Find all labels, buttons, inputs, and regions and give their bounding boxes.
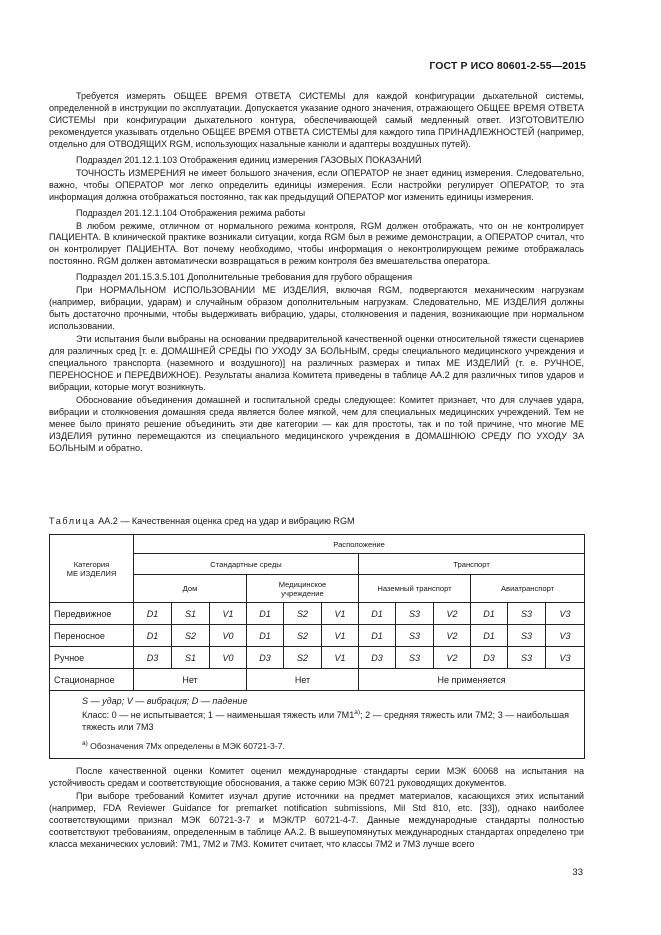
table-cell: S3 (508, 625, 546, 647)
table-cell: Не применяется (359, 669, 585, 691)
subsection-heading: Подраздел 201.15.3.5.101 Дополнительные требования для грубого обращения (76, 272, 413, 283)
table-cell: V2 (434, 647, 471, 669)
table-cell: S3 (508, 603, 546, 625)
table-cell: S3 (508, 647, 546, 669)
body-text-bottom (49, 766, 584, 852)
header-transport: Транспорт (359, 554, 585, 575)
table-cell: D3 (471, 647, 508, 669)
table-cell: S3 (396, 647, 434, 669)
header-ground-transport: Наземный транспорт (359, 575, 471, 603)
row-label: Переносное (50, 625, 134, 647)
note-classes-text-b: ; 2 — средняя тяжесть или 7М2; 3 — наибольшая тяжесть или 7М3 (82, 710, 570, 733)
row-label: Ручное (50, 647, 134, 669)
table-cell: S2 (284, 625, 322, 647)
table-cell: V3 (546, 625, 585, 647)
table-cell: V3 (546, 647, 585, 669)
table-cell: V0 (210, 647, 247, 669)
paragraph: Требуется измерять ОБЩЕЕ ВРЕМЯ ОТВЕТА СИСТЕМЫ для каждой конфигурации дыхательной системы, определенной в инструкции по эксплуатации. Допускается указание одного значения, отражающего ОБЩЕЕ ВРЕМЯ ОТВЕТА СИСТЕМЫ при конфигурации дыхательного контура, обеспечивающей самый медленный ответ. ИЗГОТОВИТЕЛЮ рекомендуется указывать отдельно ОБЩЕЕ ВРЕМЯ ОТВЕТА СИСТЕМЫ для каждого типа ПРИНАДЛЕЖНОСТЕЙ (например, отдельно для ОТВОДЯЩИХ RGM, использующих назальные канюли и адаптеры воздушных путей). (49, 91, 584, 149)
body-text-top (49, 91, 584, 456)
table-row (50, 669, 585, 691)
document-header: ГОСТ Р ИСО 80601-2-55—2015 (429, 60, 586, 72)
page-number: 33 (572, 867, 583, 878)
table-notes (50, 691, 585, 759)
table-cell: D3 (359, 647, 396, 669)
header-standard-env: Стандартные среды (134, 554, 359, 575)
table-cell: V1 (322, 647, 359, 669)
table-cell: D1 (134, 603, 172, 625)
paragraph: В любом режиме, отличном от нормального режима контроля, RGM должен отображать, что он не контролирует ПАЦИЕНТА. В клинической практике возникали ситуации, когда RGM был в режиме демонстрации, а ОПЕРАТОР считал, что он контролирует ПАЦИЕНТА. Вот почему необходимо, чтобы информация о неконтролирующем режиме отображалась постоянно. RGM должен автоматически возвращаться в режим контроля без вмешательства оператора. (49, 220, 584, 267)
table-row (50, 647, 585, 669)
table-cell: V2 (434, 603, 471, 625)
subsection-heading: Подраздел 201.12.1.104 Отображения режима работы (76, 207, 306, 218)
paragraph: Обоснование объединения домашней и госпитальной среды следующее: Комитет признает, что для случаев удара, вибрации и столкновения домашняя среда является более мягкой, чем для специальных медицинских учреждений. Тем не менее было принято решение объединить эти две категории — как для простоты, так и по той причине, что многие МЕ ИЗДЕЛИЯ рутинно перемещаются из специального медицинского учреждения в ДОМАШНЮЮ СРЕДУ ПО УХОДУ ЗА БОЛЬНЫМ и обратно. (49, 394, 584, 453)
paragraph: При выборе требований Комитет изучал другие источники на предмет материалов, касающихся этих испытаний (например, FDA Reviewer Guidance for premarket notification submissions, Mil Std 810, etc. [33]), однако наиболее соответствующими признал МЭК 60721-3-7 и МЭК/ТР 60721-4-7. Данные международные стандарты полностью соответствуют требованиям, определенным в таблице АА.2. В вышеупомянутых международных стандартах определено три класса механических условий: 7М1, 7М2 и 7М3. Комитет считает, что классы 7М2 и 7М3 лучше всего (49, 790, 584, 849)
note-legend (82, 695, 584, 707)
footnote-mark: a) (82, 740, 88, 748)
table-cell: S1 (172, 647, 210, 669)
table-caption (49, 516, 355, 526)
table-cell: S3 (396, 625, 434, 647)
table-cell: D1 (134, 625, 172, 647)
table-cell: D3 (134, 647, 172, 669)
table-cell: V2 (434, 625, 471, 647)
header-home: Дом (134, 575, 247, 603)
row-label: Стационарное (50, 669, 134, 691)
table-cell: V0 (210, 625, 247, 647)
paragraph: ТОЧНОСТЬ ИЗМЕРЕНИЯ не имеет большого значения, если ОПЕРАТОР не знает единиц измерения. Следовательно, важно, чтобы ОПЕРАТОР мог легко определить единицы измерения. Если настройки регулирует ОПЕРАТОР, то эта информация должна отображаться постоянно, так как предыдущий ОПЕРАТОР мог изменить единицы измерения. (49, 167, 584, 202)
table-footnote (82, 738, 584, 752)
note-classes (82, 707, 584, 733)
row-label: Передвижное (50, 603, 134, 625)
table-cell: V1 (322, 625, 359, 647)
table-cell: Нет (134, 669, 247, 691)
table-cell: S1 (172, 603, 210, 625)
note-legend-text: S — удар; V — вибрация; D — падение (82, 696, 248, 706)
table-cell: S3 (396, 603, 434, 625)
table-caption-text: АА.2 — Качественная оценка сред на удар и вибрацию RGM (98, 516, 355, 526)
table-row (50, 625, 585, 647)
table-cell: D1 (247, 625, 284, 647)
table-cell: D1 (359, 625, 396, 647)
table-cell: S2 (284, 647, 322, 669)
table-row (50, 603, 585, 625)
table-cell: D1 (359, 603, 396, 625)
table-caption-label: Таблица (49, 516, 96, 526)
paragraph: При НОРМАЛЬНОМ ИСПОЛЬЗОВАНИИ МЕ ИЗДЕЛИЯ, включая RGM, подвергаются механическим нагрузкам (например, вибрации, ударам) и случайным образом дополнительным нагрузкам. Следовательно, МЕ ИЗДЕЛИЯ должны быть достаточно прочными, чтобы выдерживать вибрацию, удары, столкновения и падения, возникающие при нормальном использовании. (49, 285, 584, 332)
table-cell: Нет (247, 669, 359, 691)
header-air-transport: Авиатранспорт (471, 575, 585, 603)
table-cell: S2 (284, 603, 322, 625)
impact-vibration-table (49, 534, 585, 759)
note-classes-sup: a) (354, 709, 361, 716)
footnote-text: Обозначения 7Мх определены в МЭК 60721-3-7. (90, 740, 285, 751)
table-cell: D1 (471, 625, 508, 647)
table-cell: S2 (172, 625, 210, 647)
table-cell: D1 (471, 603, 508, 625)
table-cell: D3 (247, 647, 284, 669)
table-cell: D1 (247, 603, 284, 625)
note-classes-text-a: Класс: 0 — не испытывается; 1 — наименьшая тяжесть или 7М1 (82, 710, 355, 721)
table-cell: V3 (546, 603, 585, 625)
subsection-heading: Подраздел 201.12.1.103 Отображения единиц измерения ГАЗОВЫХ ПОКАЗАНИЙ (76, 154, 422, 165)
table-cell: V1 (210, 603, 247, 625)
header-category: Категория МЕ ИЗДЕЛИЯ (50, 535, 134, 603)
header-medical: Медицинское учреждение (247, 575, 359, 603)
paragraph: После качественной оценки Комитет оценил международные стандарты серии МЭК 60068 на испытания на устойчивость средам и соответствующие обоснования, а также серию МЭК 60721 руководящих документов. (49, 766, 584, 788)
header-location: Расположение (134, 535, 585, 554)
table-cell: V1 (322, 603, 359, 625)
paragraph: Эти испытания были выбраны на основании предварительной качественной оценки относительной тяжести сценариев для различных сред [т. е. ДОМАШНЕЙ СРЕДЫ ПО УХОДУ ЗА БОЛЬНЫМ, среды специального медицинского учреждения и специального транспорта (наземного и воздушного)] на различных размерах и типах МЕ ИЗДЕЛИЙ (т. е. РУЧНОЕ, ПЕРЕНОСНОЕ и ПЕРЕДВИЖНОЕ). Результаты анализа Комитета приведены в таблице АА.2 для различных типов ударов и вибрации, которые могут возникнуть. (49, 334, 584, 392)
